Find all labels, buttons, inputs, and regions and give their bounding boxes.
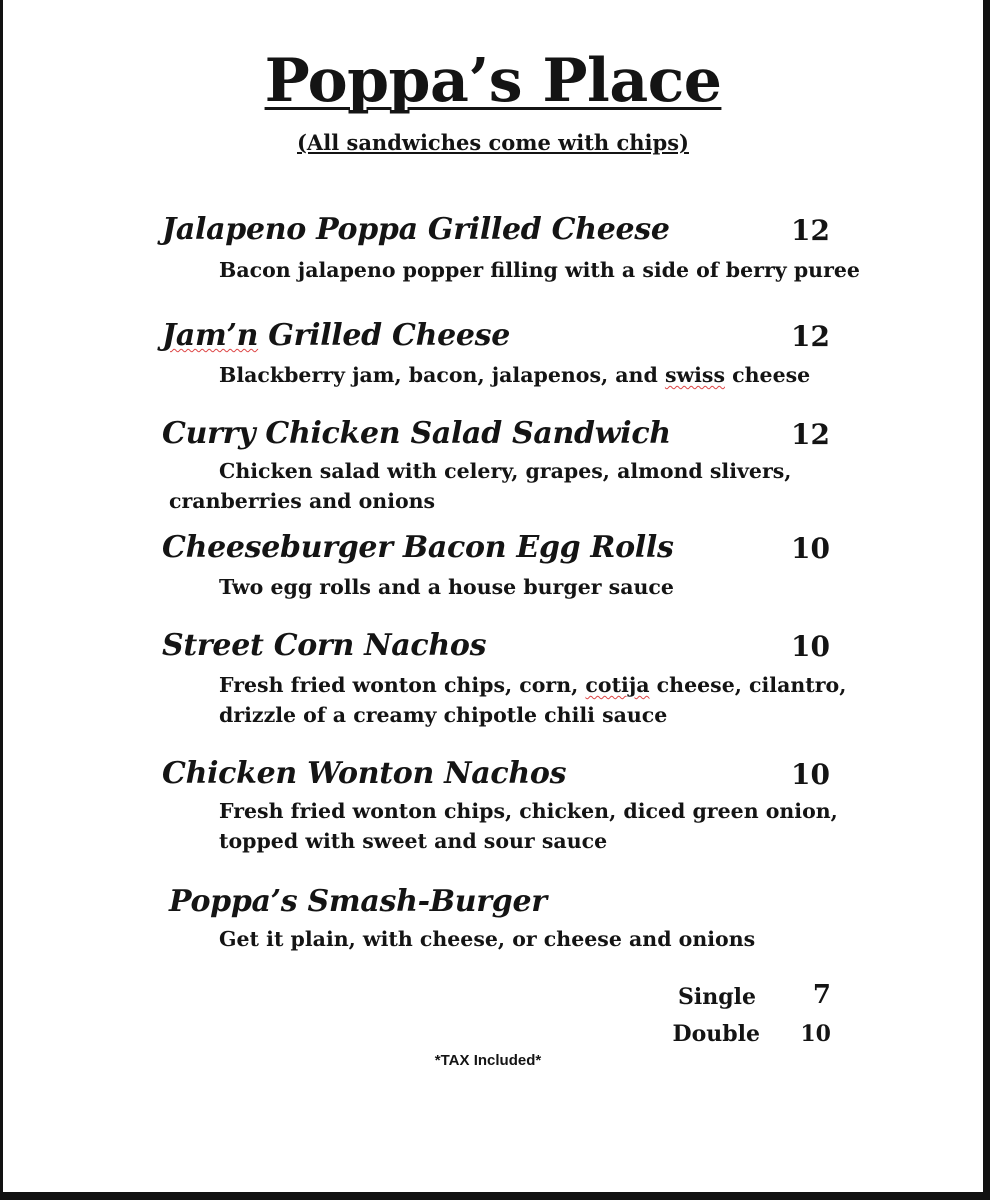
item-description-line — [219, 670, 846, 700]
item-description: Get it plain, with cheese, or cheese and onions — [219, 927, 756, 951]
desc-part: cheese, cilantro, — [649, 673, 847, 697]
item-description-line: topped with sweet and sour sauce — [219, 829, 608, 853]
item-price: 10 — [791, 758, 830, 791]
size-label: Double — [672, 1021, 760, 1047]
size-price: 7 — [812, 980, 831, 1010]
item-description-line: cranberries and onions — [169, 489, 436, 513]
desc-part: Blackberry jam, bacon, jalapenos, and — [219, 363, 665, 387]
desc-part: Fresh fried wonton chips, corn, — [219, 673, 586, 697]
item-name: Poppa’s Smash-Burger — [169, 884, 547, 919]
item-name — [162, 318, 510, 353]
spellcheck-word: Jam’n — [162, 318, 259, 353]
item-price: 12 — [791, 214, 830, 247]
desc-part: cheese — [725, 363, 811, 387]
size-price: 10 — [800, 1021, 831, 1047]
tax-note: *TAX Included* — [434, 1052, 542, 1069]
item-name: Street Corn Nachos — [162, 628, 487, 663]
page-subtitle: (All sandwiches come with chips) — [297, 130, 689, 155]
size-label: Single — [678, 984, 756, 1010]
item-description-line: Chicken salad with celery, grapes, almond slivers, — [219, 459, 792, 483]
item-price: 10 — [791, 532, 830, 565]
item-description: Two egg rolls and a house burger sauce — [219, 575, 674, 599]
item-name: Cheeseburger Bacon Egg Rolls — [162, 530, 674, 565]
item-name: Curry Chicken Salad Sandwich — [162, 416, 671, 451]
menu-page — [3, 0, 983, 1192]
item-name: Chicken Wonton Nachos — [162, 756, 567, 791]
item-description-line: drizzle of a creamy chipotle chili sauce — [219, 703, 668, 727]
item-description-line: Fresh fried wonton chips, chicken, diced green onion, — [219, 799, 838, 823]
spellcheck-word: cotija — [585, 673, 650, 697]
item-description — [219, 360, 810, 390]
item-price: 12 — [791, 320, 830, 353]
spellcheck-word: swiss — [664, 363, 725, 387]
page-title: Poppa’s Place — [264, 46, 722, 116]
item-name: Jalapeno Poppa Grilled Cheese — [162, 212, 670, 247]
item-name-rest: Grilled Cheese — [258, 318, 511, 353]
item-price: 10 — [791, 630, 830, 663]
item-description: Bacon jalapeno popper filling with a side of berry puree — [219, 258, 860, 282]
item-price: 12 — [791, 418, 830, 451]
